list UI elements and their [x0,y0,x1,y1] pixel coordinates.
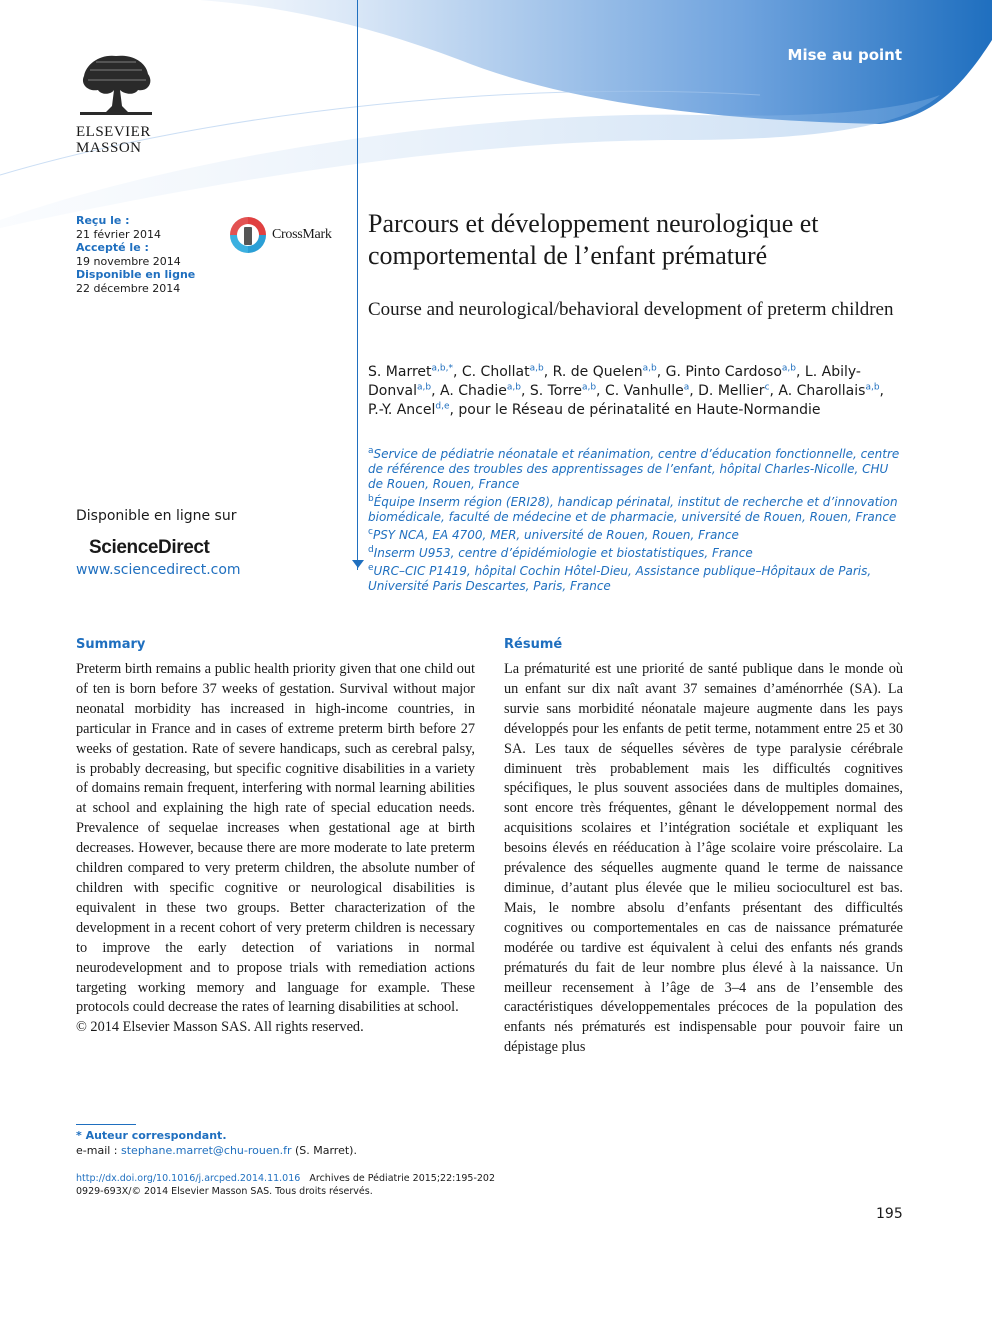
affiliation-list [368,444,902,594]
affiliation-text: Inserm U953, centre d’épidémiologie et biostatistiques, France [373,546,753,560]
affiliation-key: e [368,563,374,573]
article-title-fr: Parcours et développement neurologique et comportemental de l’enfant prématuré [368,209,819,270]
corresponding-author-label: * Auteur correspondant. [76,1129,227,1142]
author-name: P.-Y. Ancel [368,402,436,418]
publisher-name-line2: MASSON [76,140,142,156]
doi-line [76,1172,495,1185]
author-separator: , [796,364,805,380]
affiliation-text: URC–CIC P1419, hôpital Cochin Hôtel-Dieu, Assistance publique–Hôpitaux de Paris, Université Paris Descartes, Paris, France [368,564,872,593]
author-affiliation-marker: a,b [581,382,597,393]
affiliation-item [368,492,902,525]
author-name: L. Abily-Donval [368,364,861,399]
email-link[interactable]: stephane.marret@chu-rouen.fr [121,1144,292,1157]
summary-heading: Summary [76,637,146,652]
author-affiliation-marker: a,b [416,382,432,393]
email-suffix: (S. Marret). [291,1144,357,1157]
divider-arrow-icon [352,560,364,568]
accepted-label: Accepté le : [76,241,149,254]
author-list [368,363,898,420]
author-separator: , [689,383,699,399]
author-affiliation-marker: a,b [529,363,544,374]
sciencedirect-link[interactable]: www.sciencedirect.com [76,562,241,578]
author-separator: , [543,364,553,380]
resume-paragraph: La prématurité est une priorité de santé publique dans le monde où un enfant sur dix naît avant 37 semaines d’aménorrhée (SA). La survie sans morbidité néonatale majeure augmente dans les pays développés pour les enfants de petit terme, notamment entre 25 et 30 SA. Les taux de séquelles sévères de type paralysie cérébrale diminuent très probablement mais les difficultés cognitives spécifiques, le plus souvent associées dans de multiples domaines, sont encore très fréquentes, gênant le développement normal des acquisitions scolaires et l’intégration sociétale et expliquant les besoins élevés en rééducation à l’âge scolaire voire préscolaire. La prévalence des séquelles augmente quand le terme de naissance diminue, d’autant plus élevée que le milieu socioculturel est bas. Mais, le nombre absolu d’enfants présentant des difficultés cognitives ou comportementales en cas de naissance prématurée modérée ou tardive est équivalent à celui des enfants nés grands prématurés du fait de leur nombre plus élevé à la naissance. Un meilleur recensement à l’âge de 3–4 ans de l’ensemble des caractéristiques développementales précoces de la population des enfants nés prématurés est indispensable pour pouvoir faire un dépistage plus [504,661,903,1056]
column-divider [357,0,358,570]
author-affiliation-marker: a,b [642,363,657,374]
footnotes [76,1128,357,1158]
online-date: 22 décembre 2014 [76,281,181,295]
elsevier-tree-icon [76,50,156,118]
author-affiliation-marker: c [764,382,770,393]
journal-citation: Archives de Pédiatrie 2015;22:195-202 [309,1173,496,1184]
issn-line: 0929-693X/© 2014 Elsevier Masson SAS. Tous droits réservés. [76,1186,373,1197]
author-name: D. Mellier [698,383,765,399]
resume-body [504,660,903,1058]
author-separator: , [431,383,440,399]
author-name: S. Torre [529,383,582,399]
author-separator: , [769,383,779,399]
author-affiliation-marker: a [683,382,690,393]
publisher-logo [76,50,156,155]
author-separator: , [656,364,666,380]
author-name: A. Chadie [439,383,507,399]
author-affiliation-marker: a,b [781,363,797,374]
footnote-rule [76,1124,136,1125]
affiliation-key: c [368,527,373,537]
author-name: S. Marret [368,364,432,380]
crossmark-badge[interactable] [228,215,332,255]
author-separator: , [449,402,459,418]
author-name: C. Vanhulle [604,383,684,399]
author-name: R. de Quelen [552,364,643,380]
summary-copyright: © 2014 Elsevier Masson SAS. All rights reserved. [76,1019,364,1036]
affiliation-text: Service de pédiatrie néonatale et réanimation, centre d’éducation fonctionnelle, centre de référence des troubles des apprentissages de l’enfant, hôpital Charles-Nicolle, CHU de Rouen, Rouen, France [368,447,900,491]
resume-heading: Résumé [504,637,563,652]
sciencedirect-logo: ScienceDirect [89,537,210,558]
author-name: C. Chollat [461,364,530,380]
crossmark-icon [228,215,268,255]
author-separator: , [452,364,462,380]
author-name: G. Pinto Cardoso [665,364,782,380]
page-number: 195 [876,1206,903,1222]
publisher-name-line1: ELSEVIER [76,124,151,140]
author-affiliation-marker: a,b,* [431,363,453,374]
crossmark-label: CrossMark [272,227,332,242]
affiliation-item [368,561,902,594]
author-separator: , [596,383,605,399]
author-affiliation-marker: a,b [506,382,521,393]
section-label: Mise au point [787,46,902,64]
author-affiliation-marker: d,e [435,401,450,412]
accepted-date: 19 novembre 2014 [76,254,181,268]
affiliation-text: PSY NCA, EA 4700, MER, université de Rouen, Rouen, France [372,528,739,542]
doi-block [76,1172,495,1198]
email-prefix: e-mail : [76,1144,122,1157]
affiliation-item [368,444,902,492]
received-date: 21 février 2014 [76,227,162,241]
author-separator: , [879,383,884,399]
affiliation-key: a [368,446,374,456]
online-date-label: Disponible en ligne [76,268,196,281]
author-name: A. Charollais [778,383,866,399]
summary-paragraph: Preterm birth remains a public health priority given that one child out of ten is born before 37 weeks of gestation. Survival without major neonatal morbidity has increased in high-income countries, in particular in France and in cases of extreme preterm birth before 27 weeks of gestation. Rate of severe handicaps, such as cerebral palsy, is probably decreasing, but specific cognitive disabilities in a variety of domains remain frequent, interfering with normal learning abilities at school and explaining the high rate of special education needs. Prevalence of sequelae increases when gestational age at birth decreases. However, because there are more moderate to late preterm children compared to very preterm children, the absolute number of children with specific cognitive or neurological disabilities is equivalent in these two groups. Better characterization of the development in a recent cohort of very preterm children is necessary to improve the early detection of variations in normal neurodevelopment and to propose trials with remediation actions targeting working memory and language for example. These protocols could decrease the rates of learning disabilities at school. [76,661,475,1016]
author-group: pour le Réseau de périnatalité en Haute-Normandie [458,402,821,418]
author-affiliation-marker: a,b [865,382,880,393]
affiliation-item [368,543,902,561]
corresponding-email-line [76,1143,357,1158]
author-separator: , [520,383,530,399]
summary-body [76,660,475,1038]
affiliation-key: d [368,545,374,555]
article-title-en: Course and neurological/behavioral development of preterm children [368,299,894,320]
affiliation-key: b [368,494,374,504]
affiliation-text: Équipe Inserm région (ERI28), handicap périnatal, institut de recherche et d’innovation biomédicale, faculté de médecine et de pharmacie, université de Rouen, Rouen, France [368,495,898,524]
received-label: Reçu le : [76,214,130,227]
online-availability-label: Disponible en ligne sur [76,508,237,524]
doi-link[interactable]: http://dx.doi.org/10.1016/j.arcped.2014.11.016 [76,1173,301,1184]
affiliation-item [368,525,902,543]
article-history [76,214,195,295]
